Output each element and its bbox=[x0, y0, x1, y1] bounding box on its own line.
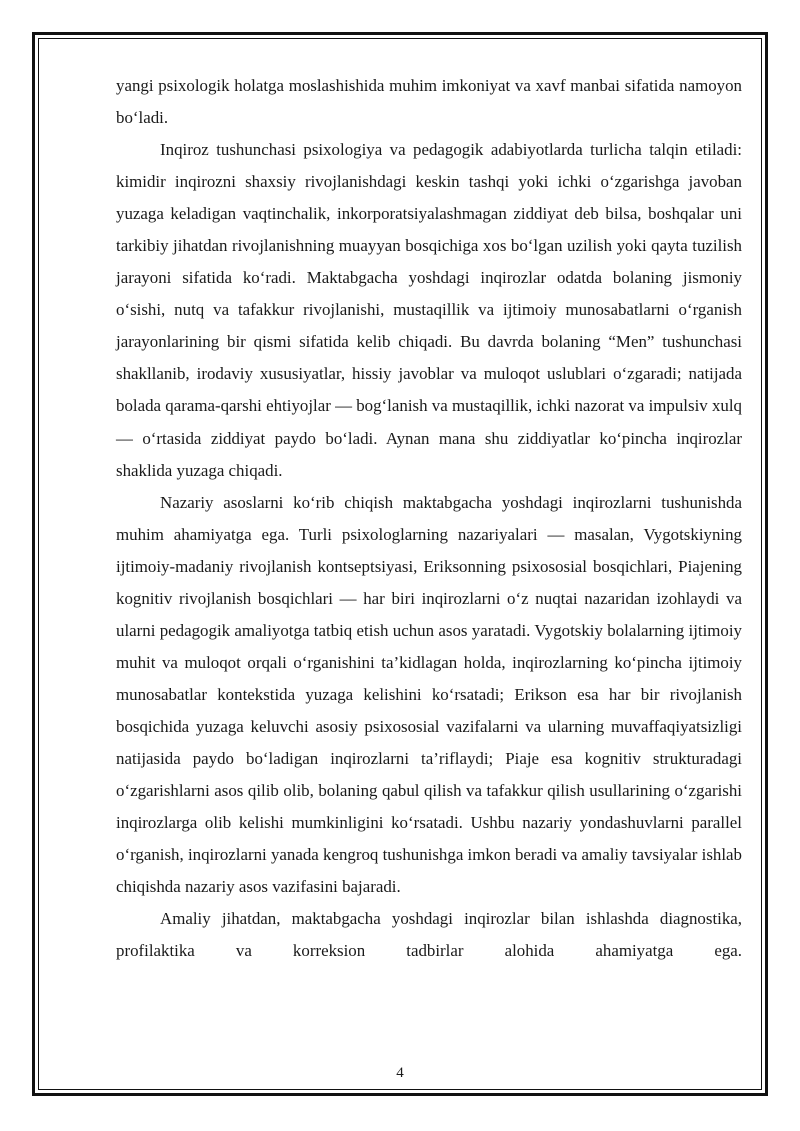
page-number: 4 bbox=[396, 1065, 404, 1081]
paragraph-continuation: yangi psixologik holatga moslashishida muhim imkoniyat va xavf manbai sifatida namoyon bo‘ladi. bbox=[116, 76, 742, 128]
paragraph-crisis-concept: Inqiroz tushunchasi psixologiya va pedagogik adabiyotlarda turlicha talqin etiladi: kimidir inqirozni shaxsiy rivojlanishdagi keskin tashqi yoki ichki o‘zgarishga javoban yuzaga keladigan vaqtinchalik, inkorporatsiyalashmagan ziddiyat deb bilsa, boshqalar uni tarkibiy jihatdan rivojlanishning muayyan bosqichiga xos bo‘lgan uzilish yoki qayta tuzilish jarayoni sifatida ko‘radi. Maktabgacha yoshdagi inqirozlar odatda bolaning jismoniy o‘sishi, nutq va tafakkur rivojlanishi, mustaqillik va ijtimoiy munosabatlarni o‘rganish jarayonlarining bir qismi sifatida kelib chiqadi. Bu davrda bolaning “Men” tushunchasi shakllanib, irodaviy xususiyatlar, hissiy javoblar va muloqot uslublari o‘zgaradi; natijada bolada qarama-qarshi ehtiyojlar — bog‘lanish va mustaqillik, ichki nazorat va impulsiv xulq — o‘rtasida ziddiyat paydo bo‘ladi. Aynan mana shu ziddiyatlar ko‘pincha inqirozlar shaklida yuzaga chiqadi. bbox=[116, 140, 742, 480]
paragraph-practical-aspect: Amaliy jihatdan, maktabgacha yoshdagi inqirozlar bilan ishlashda diagnostika, profilaktika va korreksion tadbirlar alohida ahamiyatga ega. bbox=[116, 909, 742, 961]
paragraph-theoretical-foundations: Nazariy asoslarni ko‘rib chiqish maktabgacha yoshdagi inqirozlarni tushunishda muhim ahamiyatga ega. Turli psixologlarning nazariyalari — masalan, Vygotskiyning ijtimoiy-madaniy rivojlanish kontseptsiyasi, Eriksonning psixososial bosqichlari, Piajening kognitiv rivojlanish bosqichlari — har biri inqirozlarni o‘z nuqtai nazaridan izohlaydi va ularni pedagogik amaliyotga tatbiq etish uchun asos yaratadi. Vygotskiy bolalarning ijtimoiy muhit va muloqot orqali o‘rganishini ta’kidlagan holda, inqirozlarning ko‘pincha ijtimoiy munosabatlar kontekstida yuzaga kelishini ko‘rsatadi; Erikson esa har bir rivojlanish bosqichida yuzaga keluvchi asosiy psixososial vazifalarni va ularning muvaffaqiyatsizligi natijasida paydo bo‘ladigan inqirozlarni ta’riflaydi; Piaje esa kognitiv strukturadagi o‘zgarishlarni asos qilib olib, bolaning qabul qilish va tafakkur qilish usullarining o‘zgarishi inqirozlarga olib kelishi mumkinligini ko‘rsatadi. Ushbu nazariy yondashuvlarni parallel o‘rganish, inqirozlarni yanada kengroq tushunishga imkon beradi va amaliy tavsiyalar ishlab chiqishda nazariy asos vazifasini bajaradi. bbox=[116, 492, 742, 897]
document-body bbox=[116, 70, 742, 967]
